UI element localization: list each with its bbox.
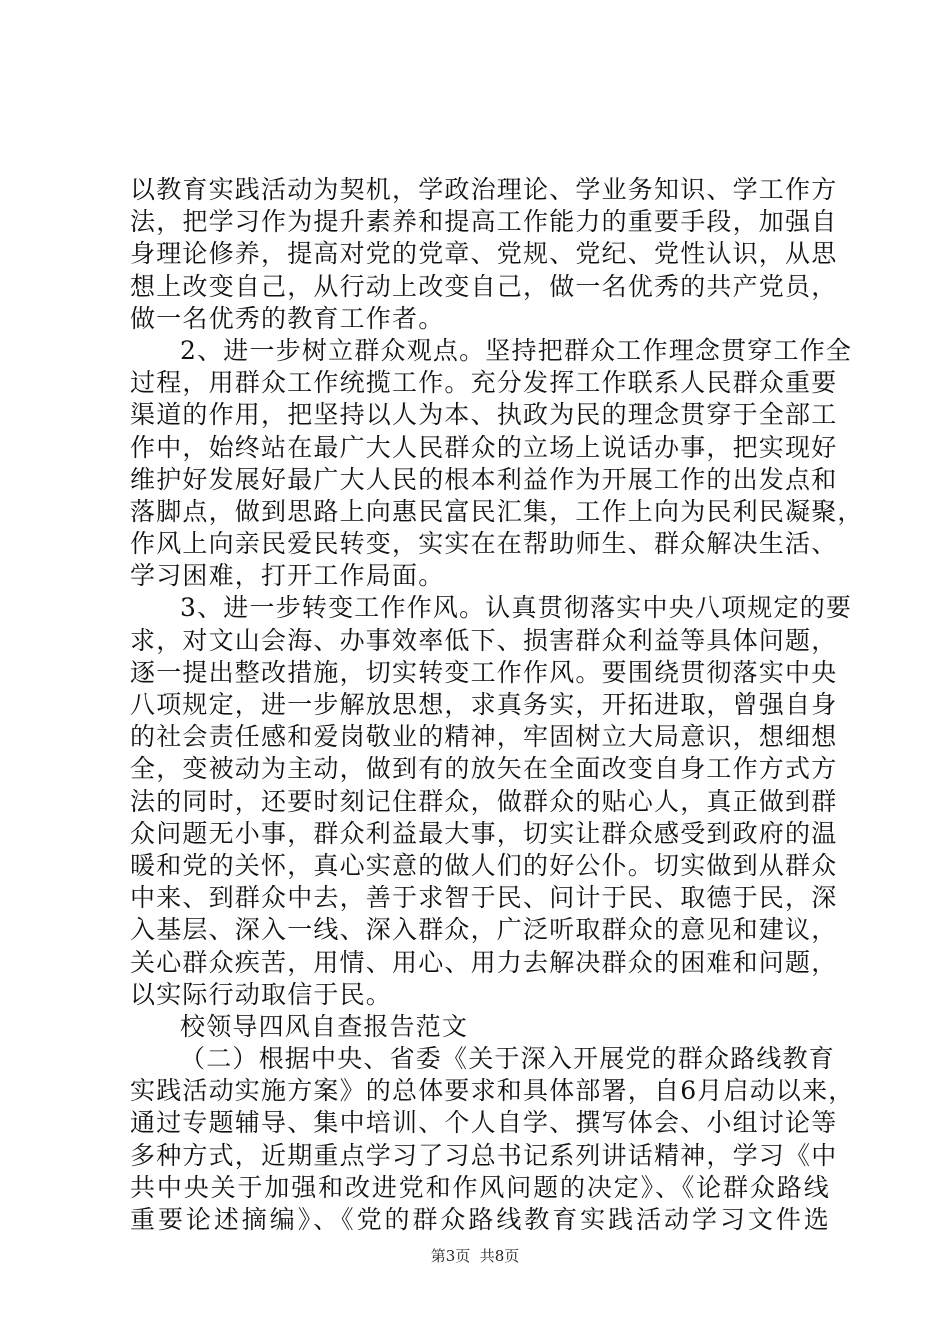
text-line: 想上改变自己，从行动上改变自己，做一名优秀的共产党员，	[130, 271, 838, 301]
document-body	[130, 174, 864, 1236]
text-line: 法，把学习作为提升素养和提高工作能力的重要手段，加强自	[130, 207, 838, 237]
text-line: 法的同时，还要时刻记住群众，做群众的贴心人，真正做到群	[130, 786, 838, 816]
text-line: 身理论修养，提高对党的党章、党规、党纪、党性认识，从思	[130, 239, 838, 269]
text-line: 重要论述摘编》、《党的群众路线教育实践活动学习文件选	[130, 1205, 830, 1234]
text-line: 过程，用群众工作统揽工作。充分发挥工作联系人民群众重要	[130, 368, 838, 398]
text-line: 暖和党的关怀，真心实意的做人们的好公仆。切实做到从群众	[130, 850, 838, 880]
text-line: 中来、到群众中去，善于求智于民、问计于民、取德于民，深	[130, 883, 838, 913]
text-line: 众问题无小事，群众利益最大事，切实让群众感受到政府的温	[130, 818, 838, 848]
text-line: 八项规定，进一步解放思想，求真务实，开拓进取，曾强自身	[130, 690, 838, 719]
text-line: 学习困难，打开工作局面。	[130, 561, 445, 591]
page-number-footer: 第3页 共8页	[430, 1247, 520, 1265]
text-line: 逐一提出整改措施，切实转变工作作风。要围绕贯彻落实中央	[130, 657, 838, 687]
text-line: 作风上向亲民爱民转变，实实在在帮助师生、群众解决生活、	[130, 529, 838, 559]
text-line: 求，对文山会海、办事效率低下、损害群众利益等具体问题，	[130, 625, 838, 655]
text-line: 以教育实践活动为契机，学政治理论、学业务知识、学工作方	[130, 175, 838, 204]
text-line: 作中，始终站在最广大人民群众的立场上说话办事，把实现好	[130, 432, 838, 462]
text-line: 以实际行动取信于民。	[130, 979, 393, 1009]
text-line: 入基层、深入一线、深入群众，广泛听取群众的意见和建议，	[130, 915, 838, 945]
text-line: 做一名优秀的教育工作者。	[130, 303, 445, 333]
paragraph-start-line: （二）根据中央、省委《关于深入开展党的群众路线教育	[180, 1044, 836, 1074]
section-heading: 校领导四风自查报告范文	[180, 1011, 469, 1041]
text-line: 实践活动实施方案》的总体要求和具体部署，自6月启动以来，	[130, 1076, 855, 1106]
text-line: 的社会责任感和爱岗敬业的精神，牢固树立大局意识，想细想	[130, 722, 838, 752]
text-line: 共中央关于加强和改进党和作风问题的决定》、《论群众路线	[130, 1172, 830, 1202]
text-line: 渠道的作用，把坚持以人为本、执政为民的理念贯穿于全部工	[130, 400, 838, 430]
text-line: 通过专题辅导、集中培训、个人自学、撰写体会、小组讨论等	[130, 1108, 838, 1138]
text-line: 落脚点，做到思路上向惠民富民汇集，工作上向为民利民凝聚，	[130, 496, 864, 526]
paragraph-start-line: 2、进一步树立群众观点。坚持把群众工作理念贯穿工作全	[180, 335, 853, 365]
text-line: 关心群众疾苦，用情、用心、用力去解决群众的困难和问题，	[130, 947, 838, 977]
text-line: 全，变被动为主动，做到有的放矢在全面改变自身工作方式方	[130, 754, 838, 784]
text-line: 多种方式，近期重点学习了习总书记系列讲话精神，学习《中	[130, 1140, 838, 1170]
paragraph-start-line: 3、进一步转变工作作风。认真贯彻落实中央八项规定的要	[180, 593, 853, 623]
text-line: 维护好发展好最广大人民的根本利益作为开展工作的出发点和	[130, 464, 838, 494]
